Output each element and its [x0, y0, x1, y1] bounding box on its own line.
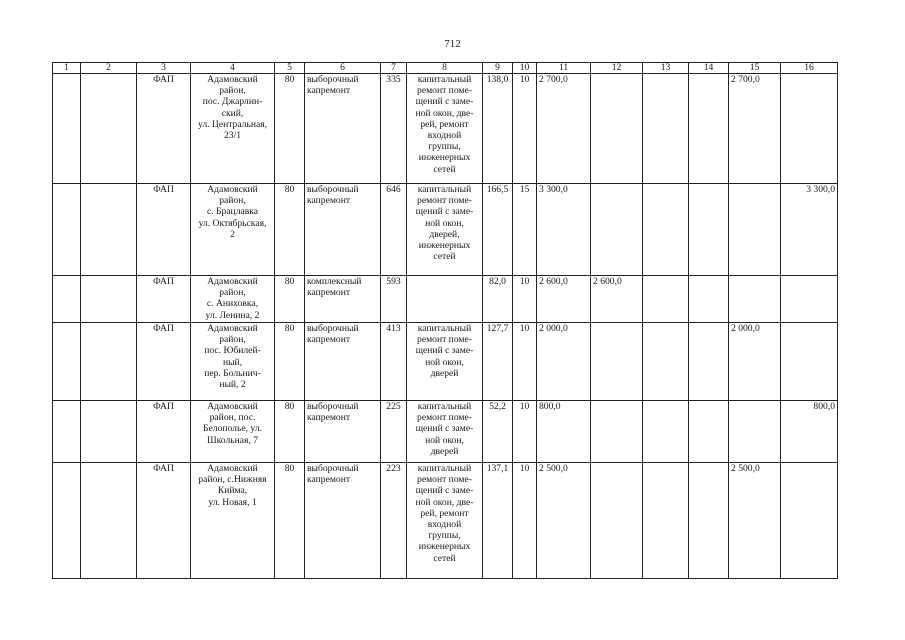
cell-col-5: 80: [275, 184, 305, 276]
cell-col-7: 223: [381, 463, 407, 579]
cell-col-15: 2 700,0: [729, 74, 781, 184]
facility-type: ФАП: [137, 323, 191, 401]
facility-address: Адамовский район, с. Брацлавка ул. Октябрьская, 2: [191, 184, 275, 276]
cell-col-12: [591, 401, 643, 463]
cell-col-10: 10: [513, 74, 537, 184]
cell-col-7: 225: [381, 401, 407, 463]
cell-col-9: 137,1: [483, 463, 513, 579]
cell-col-11: 2 600,0: [537, 276, 591, 323]
cell-col-14: [689, 463, 729, 579]
cell-col-1: [53, 74, 81, 184]
cell-col-11: 2 500,0: [537, 463, 591, 579]
column-header-11: 11: [537, 63, 591, 74]
cell-col-14: [689, 401, 729, 463]
work-type: выборочный капремонт: [305, 463, 381, 579]
work-description: капитальный ремонт поме- щений с заме- ной окон, две- рей, ремонт входной группы, инженерных сетей: [407, 74, 483, 184]
cell-col-12: [591, 463, 643, 579]
cell-col-16: 3 300,0: [781, 184, 838, 276]
work-description: капитальный ремонт поме- щений с заме- ной окон, дверей: [407, 401, 483, 463]
table-row: [53, 74, 838, 184]
cell-col-10: 10: [513, 463, 537, 579]
cell-col-2: [81, 323, 137, 401]
facility-address: Адамовский район, пос. Юбилей- ный, пер. Больнич- ный, 2: [191, 323, 275, 401]
cell-col-2: [81, 74, 137, 184]
cell-col-12: [591, 323, 643, 401]
facility-address: Адамовский район, с.Нижняя Кийма, ул. Новая, 1: [191, 463, 275, 579]
facility-address: Адамовский район, пос. Белополье, ул. Школьная, 7: [191, 401, 275, 463]
cell-col-9: 138,0: [483, 74, 513, 184]
column-header-16: 16: [781, 63, 838, 74]
cell-col-1: [53, 276, 81, 323]
work-description: капитальный ремонт поме- щений с заме- ной окон, дверей: [407, 323, 483, 401]
cell-col-14: [689, 276, 729, 323]
facility-address: Адамовский район, с. Аниховка, ул. Ленина, 2: [191, 276, 275, 323]
cell-col-13: [643, 323, 689, 401]
page-number: 712: [444, 38, 461, 50]
table-row: [53, 276, 838, 323]
cell-col-11: 800,0: [537, 401, 591, 463]
cell-col-15: [729, 276, 781, 323]
cell-col-11: 3 300,0: [537, 184, 591, 276]
column-header-6: 6: [305, 63, 381, 74]
cell-col-2: [81, 184, 137, 276]
column-header-9: 9: [483, 63, 513, 74]
work-description: капитальный ремонт поме- щений с заме- ной окон, две- рей, ремонт входной группы, инженерных сетей: [407, 463, 483, 579]
table-row: [53, 401, 838, 463]
table-row: [53, 463, 838, 579]
cell-col-2: [81, 463, 137, 579]
cell-col-14: [689, 74, 729, 184]
cell-col-1: [53, 184, 81, 276]
cell-col-9: 166,5: [483, 184, 513, 276]
cell-col-15: [729, 184, 781, 276]
cell-col-1: [53, 323, 81, 401]
cell-col-9: 127,7: [483, 323, 513, 401]
column-header-7: 7: [381, 63, 407, 74]
table-row: [53, 323, 838, 401]
cell-col-16: [781, 323, 838, 401]
cell-col-5: 80: [275, 401, 305, 463]
cell-col-13: [643, 463, 689, 579]
cell-col-10: 15: [513, 184, 537, 276]
cell-col-1: [53, 463, 81, 579]
column-number-row: [53, 63, 838, 74]
cell-col-16: [781, 276, 838, 323]
cell-col-14: [689, 323, 729, 401]
cell-col-9: 52,2: [483, 401, 513, 463]
cell-col-7: 646: [381, 184, 407, 276]
column-header-1: 1: [53, 63, 81, 74]
cell-col-14: [689, 184, 729, 276]
cell-col-12: 2 600,0: [591, 276, 643, 323]
cell-col-13: [643, 401, 689, 463]
cell-col-10: 10: [513, 401, 537, 463]
cell-col-5: 80: [275, 74, 305, 184]
cell-col-2: [81, 276, 137, 323]
cell-col-15: 2 500,0: [729, 463, 781, 579]
cell-col-11: 2 000,0: [537, 323, 591, 401]
cell-col-16: [781, 74, 838, 184]
work-type: выборочный капремонт: [305, 74, 381, 184]
cell-col-10: 10: [513, 276, 537, 323]
table-body: [53, 74, 838, 579]
facility-type: ФАП: [137, 74, 191, 184]
work-type: выборочный капремонт: [305, 401, 381, 463]
cell-col-5: 80: [275, 323, 305, 401]
column-header-12: 12: [591, 63, 643, 74]
column-header-10: 10: [513, 63, 537, 74]
work-type: комплексный капремонт: [305, 276, 381, 323]
cell-col-16: 800,0: [781, 401, 838, 463]
work-description: [407, 276, 483, 323]
cell-col-5: 80: [275, 276, 305, 323]
cell-col-5: 80: [275, 463, 305, 579]
cell-col-7: 335: [381, 74, 407, 184]
cell-col-11: 2 700,0: [537, 74, 591, 184]
cell-col-7: 413: [381, 323, 407, 401]
cell-col-12: [591, 74, 643, 184]
facility-type: ФАП: [137, 463, 191, 579]
column-header-5: 5: [275, 63, 305, 74]
cell-col-13: [643, 276, 689, 323]
work-type: выборочный капремонт: [305, 323, 381, 401]
cell-col-13: [643, 184, 689, 276]
facility-repair-table: [52, 62, 838, 579]
work-description: капитальный ремонт поме- щений с заме- ной окон, дверей, инженерных сетей: [407, 184, 483, 276]
column-header-4: 4: [191, 63, 275, 74]
cell-col-1: [53, 401, 81, 463]
table-row: [53, 184, 838, 276]
cell-col-7: 593: [381, 276, 407, 323]
cell-col-16: [781, 463, 838, 579]
column-header-8: 8: [407, 63, 483, 74]
column-header-14: 14: [689, 63, 729, 74]
cell-col-9: 82,0: [483, 276, 513, 323]
column-header-2: 2: [81, 63, 137, 74]
facility-type: ФАП: [137, 276, 191, 323]
column-header-15: 15: [729, 63, 781, 74]
column-header-13: 13: [643, 63, 689, 74]
facility-type: ФАП: [137, 184, 191, 276]
cell-col-12: [591, 184, 643, 276]
cell-col-2: [81, 401, 137, 463]
column-header-3: 3: [137, 63, 191, 74]
cell-col-15: 2 000,0: [729, 323, 781, 401]
work-type: выборочный капремонт: [305, 184, 381, 276]
cell-col-13: [643, 74, 689, 184]
facility-type: ФАП: [137, 401, 191, 463]
facility-address: Адамовский район, пос. Джарлин- ский, ул. Центральная, 23/1: [191, 74, 275, 184]
cell-col-10: 10: [513, 323, 537, 401]
cell-col-15: [729, 401, 781, 463]
